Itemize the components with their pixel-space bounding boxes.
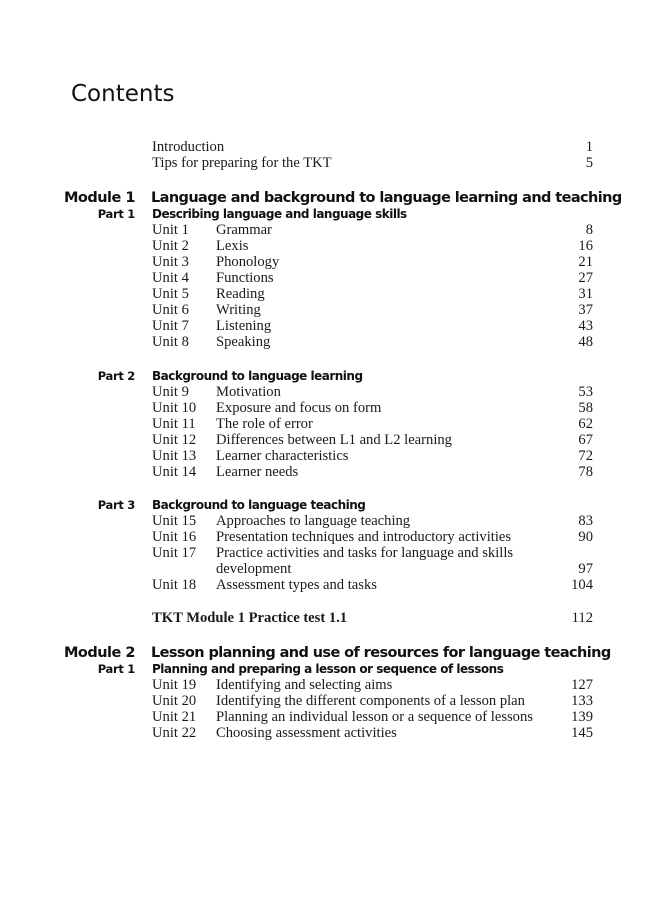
unit-number: Unit 7 [152,318,189,334]
unit-title: Functions [216,270,274,286]
toc-page-number: 90 [578,529,593,545]
toc-unit-row[interactable] [0,693,666,709]
toc-unit-row[interactable] [0,334,666,350]
unit-number: Unit 18 [152,577,197,593]
part-label: Part 1 [97,662,135,676]
unit-title: Reading [216,286,265,302]
unit-title: Learner needs [216,464,299,480]
toc-page-number: 139 [571,709,593,725]
toc-page-number: 5 [585,155,593,171]
module-1-part-3-heading [0,497,666,513]
toc-page-number: 1 [585,139,593,155]
toc-page-number: 58 [578,400,593,416]
toc-unit-row[interactable] [0,432,666,448]
toc-page-number: 53 [578,384,593,400]
unit-number: Unit 15 [152,513,197,529]
toc-unit-row[interactable] [0,416,666,432]
toc-entry-title: Tips for preparing for the TKT [152,155,332,171]
unit-title: Identifying the different components of a lesson plan [216,693,525,709]
unit-title: Differences between L1 and L2 learning [216,432,452,448]
module-title: Lesson planning and use of resources for language teaching [151,645,611,661]
unit-number: Unit 22 [152,725,197,741]
toc-page-number: 83 [578,513,593,529]
unit-title: Choosing assessment activities [216,725,397,741]
toc-unit-row[interactable] [0,529,666,545]
unit-number: Unit 11 [152,416,196,432]
unit-title: Practice activities and tasks for language and skills [216,545,514,561]
unit-title: The role of error [216,416,313,432]
part-label: Part 2 [97,369,135,383]
unit-title: Phonology [216,254,280,270]
toc-unit-row[interactable] [0,400,666,416]
unit-number: Unit 3 [152,254,189,270]
unit-title: Speaking [216,334,271,350]
toc-unit-row[interactable] [0,286,666,302]
unit-number: Unit 12 [152,432,197,448]
unit-number: Unit 14 [152,464,197,480]
toc-unit-row[interactable] [0,513,666,529]
unit-title: Motivation [216,384,281,400]
unit-title: Learner characteristics [216,448,349,464]
unit-title: Listening [216,318,272,334]
unit-title: Grammar [216,222,272,238]
part-title: Background to language learning [152,369,363,383]
unit-title: Approaches to language teaching [216,513,411,529]
unit-number: Unit 6 [152,302,189,318]
toc-unit-row[interactable] [0,238,666,254]
toc-unit-row[interactable] [0,222,666,238]
toc-unit-row[interactable] [0,577,666,593]
toc-unit-row[interactable] [0,302,666,318]
part-title: Background to language teaching [152,498,366,512]
toc-unit-row[interactable] [0,725,666,741]
unit-title: Presentation techniques and introductory activities [216,529,512,545]
unit-title-continued: development [216,561,292,577]
unit-number: Unit 20 [152,693,197,709]
part-title: Planning and preparing a lesson or sequence of lessons [152,662,504,676]
toc-unit-row[interactable] [0,318,666,334]
unit-number: Unit 5 [152,286,189,302]
toc-entry-introduction[interactable] [0,139,666,155]
toc-page-number: 78 [578,464,593,480]
unit-number: Unit 9 [152,384,189,400]
module-label: Module 1 [63,190,135,206]
toc-page-number: 133 [571,693,593,709]
module-1-part-1-heading [0,206,666,222]
unit-title: Exposure and focus on form [216,400,382,416]
module-1-heading [0,188,666,208]
module-1-part-2-heading [0,368,666,384]
toc-page-number: 67 [578,432,593,448]
toc-page-number: 31 [578,286,593,302]
unit-number: Unit 21 [152,709,197,725]
unit-number: Unit 16 [152,529,197,545]
unit-number: Unit 10 [152,400,197,416]
unit-title: Planning an individual lesson or a sequence of lessons [216,709,533,725]
part-label: Part 3 [97,498,135,512]
toc-page-number: 21 [578,254,593,270]
module-title: Language and background to language learning and teaching [151,190,622,206]
toc-page-number: 97 [578,561,593,577]
toc-unit-row[interactable] [0,677,666,693]
toc-entry-title: Introduction [152,139,225,155]
toc-unit-row[interactable] [0,384,666,400]
unit-number: Unit 19 [152,677,197,693]
unit-number: Unit 4 [152,270,189,286]
unit-number: Unit 17 [152,545,197,561]
toc-page-number: 43 [578,318,593,334]
unit-title: Lexis [216,238,249,254]
toc-page-number: 112 [571,610,593,626]
toc-page-number: 62 [578,416,593,432]
unit-number: Unit 2 [152,238,189,254]
unit-title: Writing [216,302,261,318]
module-2-part-1-heading [0,661,666,677]
toc-page-number: 127 [571,677,593,693]
part-title: Describing language and language skills [152,207,407,221]
toc-entry-tips[interactable] [0,155,666,171]
module-label: Module 2 [63,645,135,661]
unit-title: Identifying and selecting aims [216,677,393,693]
page-title: Contents [71,81,175,108]
toc-page-number: 145 [571,725,593,741]
toc-page-number: 72 [578,448,593,464]
toc-page-number: 27 [578,270,593,286]
unit-number: Unit 13 [152,448,197,464]
part-label: Part 1 [97,207,135,221]
toc-page-number: 37 [578,302,593,318]
toc-page-number: 104 [571,577,593,593]
toc-page-number: 8 [585,222,593,238]
toc-page-number: 48 [578,334,593,350]
practice-test-title: TKT Module 1 Practice test 1.1 [152,610,348,626]
unit-number: Unit 1 [152,222,189,238]
toc-entry-practice-test[interactable] [0,610,666,626]
unit-title: Assessment types and tasks [216,577,377,593]
toc-unit-row[interactable] [0,545,666,561]
unit-number: Unit 8 [152,334,189,350]
toc-unit-row[interactable] [0,254,666,270]
toc-unit-row[interactable] [0,709,666,725]
toc-unit-row[interactable] [0,464,666,480]
toc-unit-row-continued[interactable] [0,561,666,577]
toc-unit-row[interactable] [0,270,666,286]
toc-unit-row[interactable] [0,448,666,464]
module-2-heading [0,643,666,663]
toc-page-number: 16 [578,238,593,254]
